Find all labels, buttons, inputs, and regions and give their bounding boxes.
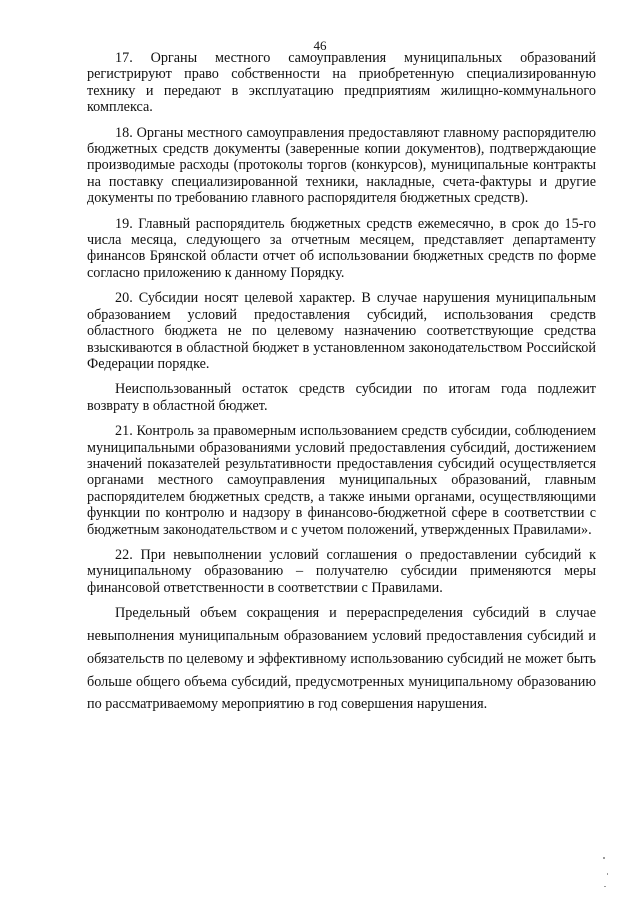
paragraph-20: 20. Субсидии носят целевой характер. В случае нарушения муниципальным образованием условий предоставления субсидий, использования средств областного бюджета не по целевому назначению соответствующие средства взыскиваются в областной бюджет в установленном законодательством Российской Федерации порядке. [87, 290, 596, 372]
scan-speck [603, 857, 605, 859]
scan-speck [607, 873, 608, 875]
paragraph-19: 19. Главный распорядитель бюджетных средств ежемесячно, в срок до 15-го числа месяца, следующего за отчетным месяцем, представляет департаменту финансов Брянской области отчет об использовании бюджетных средств по форме согласно приложению к данному Порядку. [87, 215, 596, 281]
paragraph-22: 22. При невыполнении условий соглашения о предоставлении субсидий к муниципальному образованию – получателю субсидии применяются меры финансовой ответственности в соответствии с Правилами. [87, 546, 596, 596]
document-body [87, 50, 596, 716]
page-number: 46 [313, 38, 327, 53]
scan-speck [604, 886, 606, 887]
paragraph-18: 18. Органы местного самоуправления предоставляют главному распорядителю бюджетных средств документы (заверенные копии документов), подтверждающие производимые расходы (протоколы торгов (конкурсов), муниципальные контракты на поставку специализированной техники, накладные, счета-фактуры и другие документы по требованию главного распорядителя бюджетных средств). [87, 124, 596, 207]
paragraph-unused-balance: Неиспользованный остаток средств субсидии по итогам года подлежит возврату в областной бюджет. [87, 381, 596, 414]
paragraph-limit: Предельный объем сокращения и перераспределения субсидий в случае невыполнения муниципальным образованием условий предоставления субсидий и обязательств по целевому и эффективному использованию субсидий не может быть больше общего объема субсидий, предусмотренных муниципальному образованию по рассматриваемому мероприятию в год совершения нарушения. [87, 605, 596, 713]
paragraph-21: 21. Контроль за правомерным использованием средств субсидии, соблюдением муниципальными образованиями условий предоставления субсидий, достижением значений показателей результативности предоставления субсидий осуществляется органами местного самоуправления муниципальных образований, главным распорядителем бюджетных средств, а также иными органами, осуществляющими функции по контролю и надзору в финансово-бюджетной сфере в соответствии с бюджетным законодательством и с учетом положений, утвержденных Правилами». [87, 423, 596, 538]
paragraph-17: 17. Органы местного самоуправления муниципальных образований регистрируют право собственности на приобретенную специализированную технику и передают в эксплуатацию предприятиям жилищно-коммунального комплекса. [87, 50, 596, 116]
